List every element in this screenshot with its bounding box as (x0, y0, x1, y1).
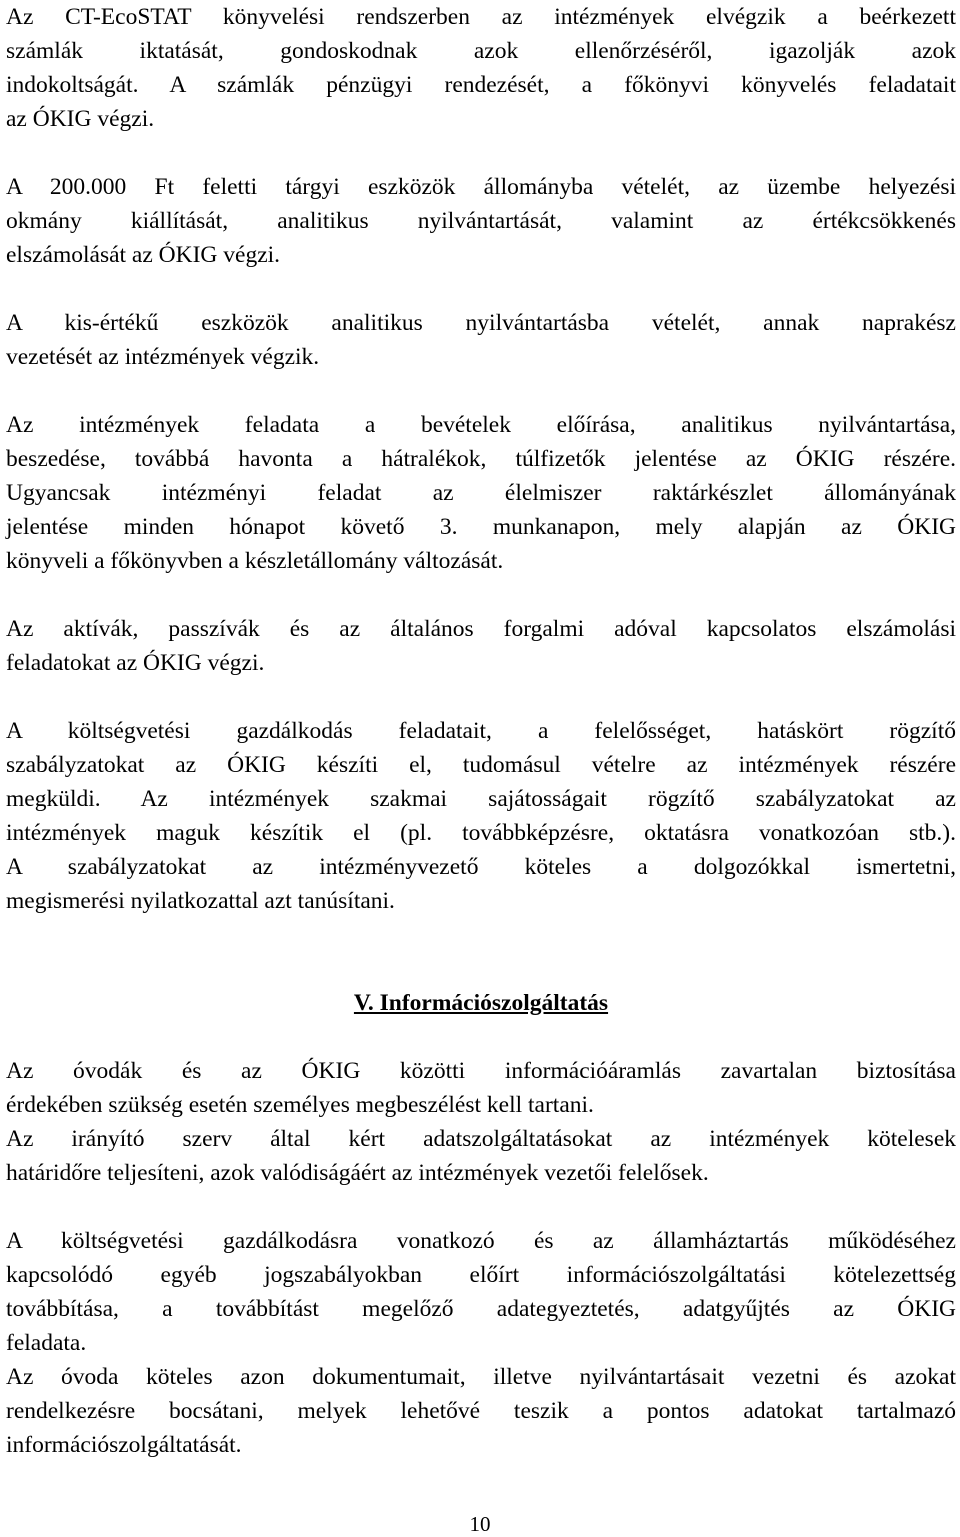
text-line: vezetését az intézmények végzik. (6, 344, 320, 370)
text-line: érdekében szükség esetén személyes megbeszélést kell tartani. (6, 1092, 594, 1118)
text-line: A kis-értékű eszközök analitikus nyilvántartásba vételét, annak naprakész (6, 310, 956, 336)
section-heading: V. Információszolgáltatás (353, 990, 609, 1016)
text-line: A költségvetési gazdálkodásra vonatkozó és az államháztartás működéséhez (6, 1228, 956, 1254)
text-line: okmány kiállítását, analitikus nyilvántartását, valamint az értékcsökkenés (6, 208, 956, 234)
text-line: könyveli a főkönyvben a készletállomány változását. (6, 548, 504, 574)
text-line: továbbítása, a továbbítást megelőző adategyeztetés, adatgyűjtés az ÓKIG (6, 1296, 956, 1322)
text-line: Az óvodák és az ÓKIG közötti információáramlás zavartalan biztosítása (6, 1058, 956, 1084)
text-line: megküldi. Az intézmények szakmai sajátosságait rögzítő szabályzatokat az (6, 786, 956, 812)
text-line: Az intézmények feladata a bevételek előírása, analitikus nyilvántartása, (6, 412, 956, 438)
text-line: kapcsolódó egyéb jogszabályokban előírt információszolgáltatási kötelezettség (6, 1262, 956, 1288)
paragraph-gap (6, 374, 956, 408)
paragraph-gap (6, 952, 956, 986)
paragraph-ecostat (6, 0, 956, 136)
text-line: Az aktívák, passzívák és az általános forgalmi adóval kapcsolatos elszámolási (6, 616, 956, 642)
text-line: A költségvetési gazdálkodás feladatait, a felelősséget, hatáskört rögzítő (6, 718, 956, 744)
text-line: intézmények maguk készítik el (pl. továbbképzésre, oktatásra vonatkozóan stb.). (6, 820, 956, 846)
paragraph-gap (6, 272, 956, 306)
paragraph-revenues (6, 408, 956, 578)
paragraph-gap (6, 578, 956, 612)
text-line: megismerési nyilatkozattal azt tanúsítani. (6, 888, 395, 914)
paragraph-gap (6, 1020, 956, 1054)
text-line: elszámolását az ÓKIG végzi. (6, 242, 281, 268)
text-line: információszolgáltatását. (6, 1432, 242, 1458)
text-line: Az CT-EcoSTAT könyvelési rendszerben az intézmények elvégzik a beérkezett (6, 4, 956, 30)
paragraph-regulations (6, 714, 956, 918)
paragraph-gap (6, 1190, 956, 1224)
paragraph-vat (6, 612, 956, 680)
text-line: szabályzatokat az ÓKIG készíti el, tudomásul vételre az intézmények részére (6, 752, 956, 778)
paragraph-fixed-assets (6, 170, 956, 272)
text-line: rendelkezésre bocsátani, melyek lehetővé teszik a pontos adatokat tartalmazó (6, 1398, 956, 1424)
paragraph-information-flow (6, 1054, 956, 1190)
paragraph-gap (6, 680, 956, 714)
text-line: Az óvoda köteles azon dokumentumait, illetve nyilvántartásait vezetni és azokat (6, 1364, 956, 1390)
text-line: feladata. (6, 1330, 87, 1356)
text-line: beszedése, továbbá havonta a hátralékok, túlfizetők jelentése az ÓKIG részére. (6, 446, 956, 472)
text-line: Ugyancsak intézményi feladat az élelmiszer raktárkészlet állományának (6, 480, 956, 506)
paragraph-small-assets (6, 306, 956, 374)
text-line: számlák iktatását, gondoskodnak azok ellenőrzéséről, igazolják azok (6, 38, 956, 64)
text-line: A 200.000 Ft feletti tárgyi eszközök állományba vételét, az üzembe helyezési (6, 174, 956, 200)
text-line: jelentése minden hónapot követő 3. munkanapon, mely alapján az ÓKIG (6, 514, 956, 540)
text-line: A szabályzatokat az intézményvezető köteles a dolgozókkal ismertetni, (6, 854, 956, 880)
paragraph-gap (6, 136, 956, 170)
text-line: az ÓKIG végzi. (6, 106, 155, 132)
document-page (6, 0, 956, 1462)
text-line: Az irányító szerv által kért adatszolgáltatásokat az intézmények kötelesek (6, 1126, 956, 1152)
paragraph-reporting-obligations (6, 1224, 956, 1462)
paragraph-gap (6, 918, 956, 952)
text-line: indokoltságát. A számlák pénzügyi rendezését, a főkönyvi könyvelés feladatait (6, 72, 956, 98)
text-line: feladatokat az ÓKIG végzi. (6, 650, 265, 676)
page-number: 10 (469, 1512, 491, 1536)
text-line: határidőre teljesíteni, azok valódiságáért az intézmények vezetői felelősek. (6, 1160, 709, 1186)
